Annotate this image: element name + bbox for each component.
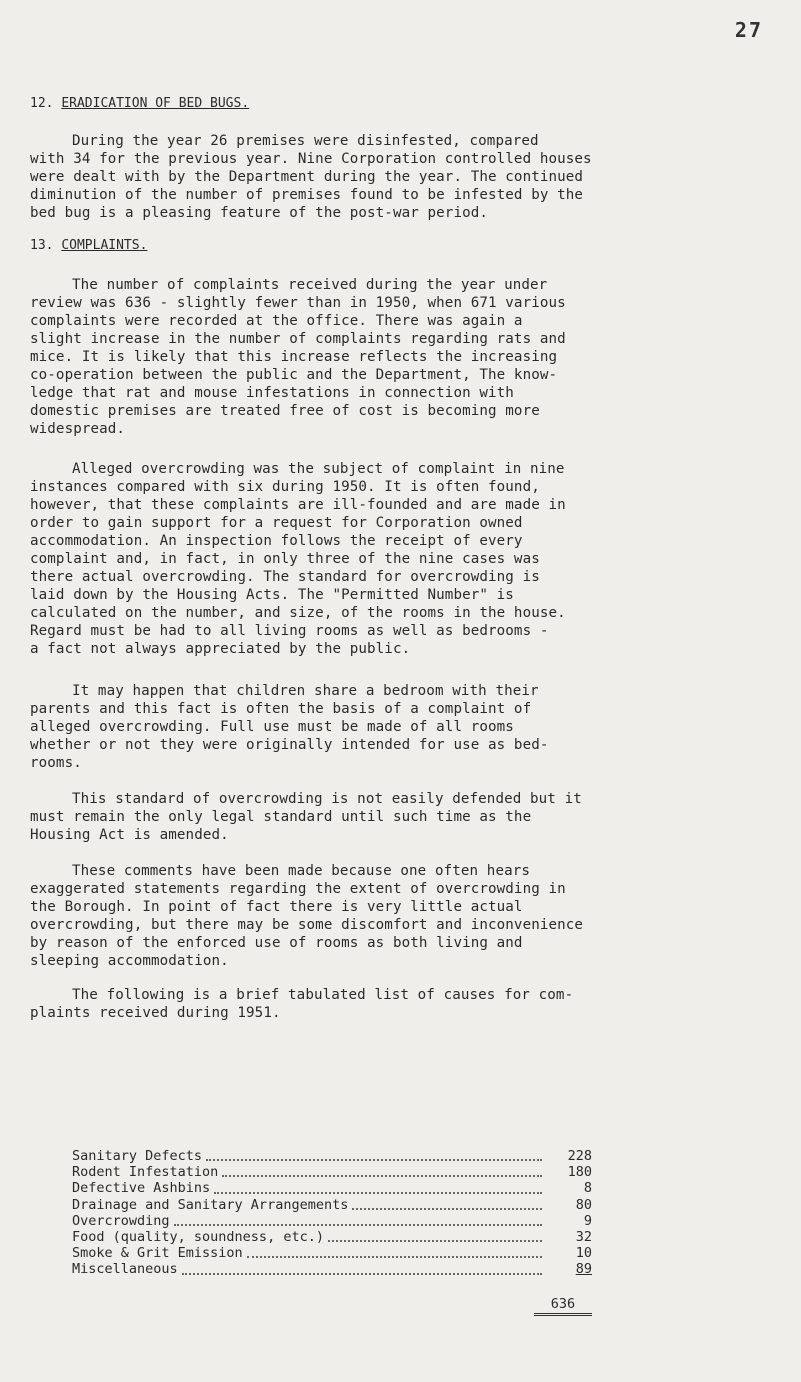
cause-count: 10 <box>575 1245 592 1262</box>
cause-count: 8 <box>583 1180 592 1197</box>
text-line: domestic premises are treated free of cost is becoming more <box>30 403 540 419</box>
leader-dots <box>328 1230 542 1242</box>
complaints-paragraph-5 <box>30 862 790 970</box>
table-row <box>72 1148 592 1164</box>
page-number: 27 <box>734 18 763 42</box>
complaints-paragraph-4 <box>30 790 790 844</box>
complaints-total: 636 <box>534 1296 592 1316</box>
leader-dots <box>214 1182 542 1194</box>
table-row <box>72 1180 592 1196</box>
text-line: sleeping accommodation. <box>30 953 229 969</box>
text-line: the Borough. In point of fact there is very little actual <box>30 899 523 915</box>
table-row <box>72 1197 592 1213</box>
text-line: complaints were recorded at the office. There was again a <box>30 313 523 329</box>
cause-count: 32 <box>575 1229 592 1246</box>
leader-dots <box>222 1165 542 1177</box>
section-12-paragraph <box>30 132 790 222</box>
table-row <box>72 1229 592 1245</box>
cause-count: 9 <box>583 1212 592 1229</box>
text-line: however, that these complaints are ill-founded and are made in <box>30 497 566 513</box>
text-line: widespread. <box>30 421 126 437</box>
complaints-paragraph-1 <box>30 276 790 438</box>
text-line: Alleged overcrowding was the subject of complaint in nine <box>72 461 565 477</box>
complaints-paragraph-3 <box>30 682 790 772</box>
leader-dots <box>247 1246 542 1258</box>
text-line: slight increase in the number of complaints regarding rats and <box>30 331 566 347</box>
text-line: overcrowding, but there may be some discomfort and inconvenience <box>30 917 584 933</box>
text-line: bed bug is a pleasing feature of the post-war period. <box>30 205 489 221</box>
text-line: The following is a brief tabulated list of causes for com- <box>72 987 574 1003</box>
text-line: Regard must be had to all living rooms as well as bedrooms - <box>30 623 549 639</box>
leader-dots <box>174 1214 542 1226</box>
cause-label: Smoke & Grit Emission <box>72 1245 243 1262</box>
text-line: a fact not always appreciated by the public. <box>30 641 411 657</box>
text-line: These comments have been made because one often hears <box>72 863 531 879</box>
cause-count: 89 <box>575 1261 592 1278</box>
text-line: order to gain support for a request for Corporation owned <box>30 515 523 531</box>
text-line: laid down by the Housing Acts. The "Permitted Number" is <box>30 587 514 603</box>
text-line: accommodation. An inspection follows the receipt of every <box>30 533 523 549</box>
table-row <box>72 1213 592 1229</box>
text-line: ledge that rat and mouse infestations in connection with <box>30 385 514 401</box>
table-row <box>72 1245 592 1261</box>
text-line: by reason of the enforced use of rooms as both living and <box>30 935 523 951</box>
text-line: Housing Act is amended. <box>30 827 229 843</box>
cause-label: Rodent Infestation <box>72 1164 219 1181</box>
cause-label: Food (quality, soundness, etc.) <box>72 1229 324 1246</box>
section-13-title: COMPLAINTS. <box>61 238 148 253</box>
text-line: were dealt with by the Department during the year. The continued <box>30 169 584 185</box>
text-line: calculated on the number, and size, of the rooms in the house. <box>30 605 566 621</box>
text-line: exaggerated statements regarding the extent of overcrowding in <box>30 881 566 897</box>
section-12-title: ERADICATION OF BED BUGS. <box>61 96 250 111</box>
text-line: instances compared with six during 1950. It is often found, <box>30 479 540 495</box>
leader-dots <box>352 1198 542 1210</box>
cause-label: Miscellaneous <box>72 1261 178 1278</box>
text-line: plaints received during 1951. <box>30 1005 281 1021</box>
text-line: It may happen that children share a bedroom with their <box>72 683 539 699</box>
text-line: co-operation between the public and the Department, The know- <box>30 367 558 383</box>
text-line: parents and this fact is often the basis of a complaint of <box>30 701 532 717</box>
text-line: mice. It is likely that this increase reflects the increasing <box>30 349 558 365</box>
cause-count: 180 <box>567 1164 592 1181</box>
text-line: The number of complaints received during the year under <box>72 277 548 293</box>
text-line: whether or not they were originally intended for use as bed- <box>30 737 549 753</box>
table-row <box>72 1164 592 1180</box>
cause-label: Overcrowding <box>72 1212 170 1229</box>
table-row <box>72 1261 592 1277</box>
cause-count: 80 <box>575 1196 592 1213</box>
complaints-paragraph-6 <box>30 986 790 1022</box>
text-line: rooms. <box>30 755 82 771</box>
text-line: there actual overcrowding. The standard for overcrowding is <box>30 569 540 585</box>
complaints-table <box>72 1148 592 1278</box>
complaints-paragraph-2 <box>30 460 790 658</box>
section-12-number: 12. <box>30 96 54 111</box>
text-line: This standard of overcrowding is not easily defended but it <box>72 791 582 807</box>
text-line: must remain the only legal standard until such time as the <box>30 809 532 825</box>
cause-count: 228 <box>567 1148 592 1164</box>
leader-dots <box>182 1263 542 1275</box>
cause-label: Defective Ashbins <box>72 1180 211 1197</box>
text-line: complaint and, in fact, in only three of the nine cases was <box>30 551 540 567</box>
text-line: alleged overcrowding. Full use must be made of all rooms <box>30 719 514 735</box>
text-line: diminution of the number of premises found to be infested by the <box>30 187 584 203</box>
cause-label: Drainage and Sanitary Arrangements <box>72 1196 349 1213</box>
text-line: During the year 26 premises were disinfested, compared <box>72 133 539 149</box>
leader-dots <box>206 1149 542 1161</box>
section-12-heading <box>30 96 249 112</box>
section-13-number: 13. <box>30 238 54 253</box>
section-13-heading <box>30 238 147 254</box>
text-line: with 34 for the previous year. Nine Corporation controlled houses <box>30 151 592 167</box>
cause-label: Sanitary Defects <box>72 1148 203 1164</box>
text-line: review was 636 - slightly fewer than in 1950, when 671 various <box>30 295 566 311</box>
